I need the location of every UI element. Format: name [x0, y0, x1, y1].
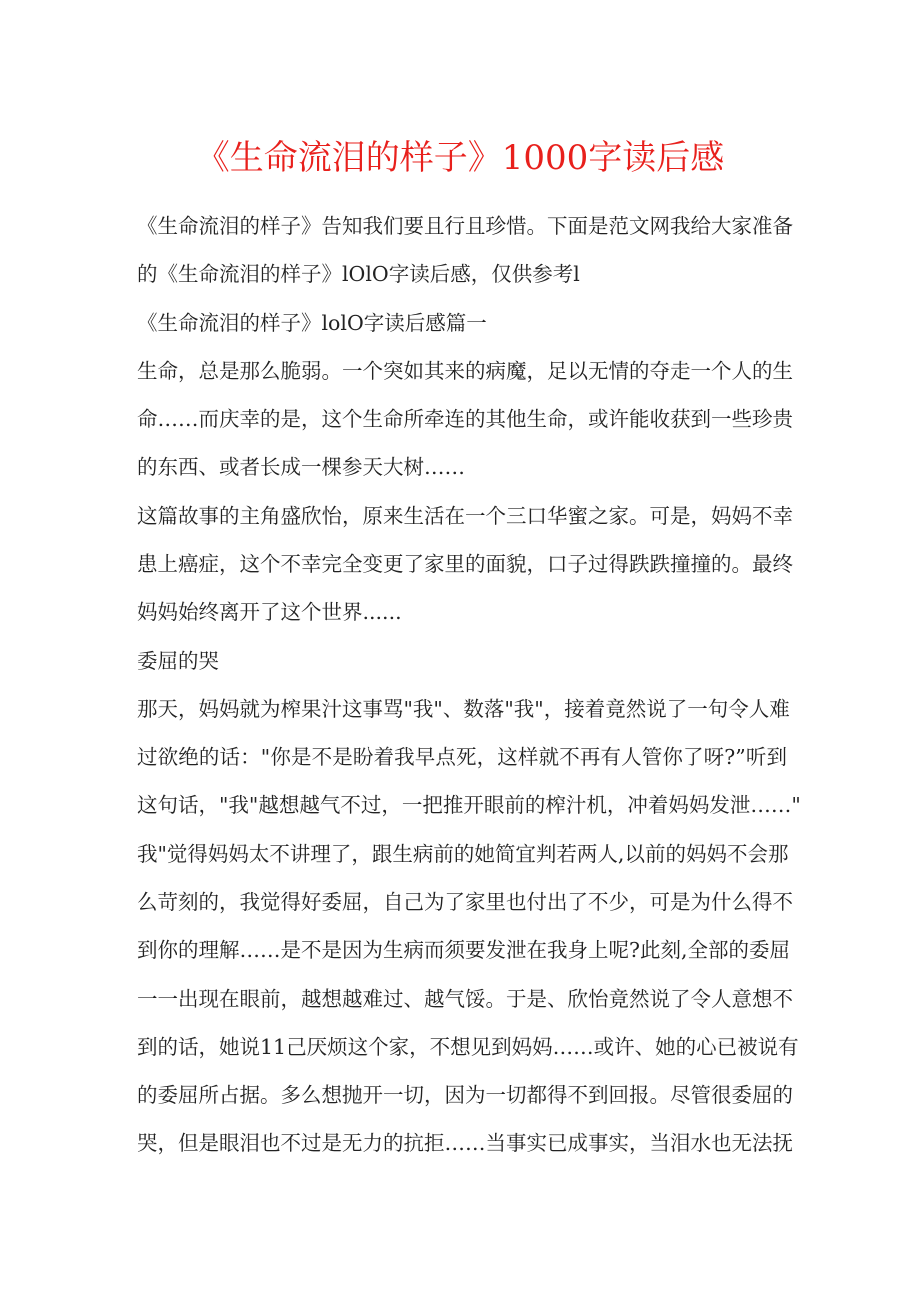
text-line-6: 的东西、或者长成一棵参天大树……: [137, 455, 465, 479]
text-line-17: 一一出现在眼前，越想越难过、越气馁。于是、欣怡竟然说了令人意想不: [137, 987, 793, 1011]
text-line-2: 的《生命流泪的样子》lOlO字读后感，仅供参考l: [137, 262, 580, 286]
section-heading: 《生命流泪的样子》lolO字读后感篇一: [137, 311, 487, 335]
text-line-18: 到的话，她说11己厌烦这个家，不想见到妈妈……或许、她的心已被说有: [137, 1035, 799, 1059]
text-line-9: 妈妈始终离开了这个世界......: [137, 600, 402, 624]
text-line-15: 么苛刻的，我觉得好委屈，自己为了家里也付出了不少，可是为什么得不: [137, 890, 793, 914]
document-title: 《生命流泪的样子》1000字读后感: [195, 138, 725, 178]
text-line-16: 到你的理解……是不是因为生病而须要发泄在我身上呢?此刻,全部的委屈: [137, 938, 791, 962]
text-line-12: 过欲绝的话："你是不是盼着我早点死，这样就不再有人管你了呀?”听到: [137, 745, 787, 769]
text-line-11: 那天，妈妈就为榨果汁这事骂"我"、数落"我"，接着竟然说了一句令人难: [137, 697, 790, 721]
text-line-1: 《生命流泪的样子》告知我们要且行且珍惜。下面是范文网我给大家准备: [137, 214, 793, 238]
subheading: 委屈的哭: [137, 649, 219, 673]
text-line-13: 这句话，"我"越想越气不过，一把推开眼前的榨汁机，冲着妈妈发泄……": [137, 793, 801, 817]
text-line-5: 命……而庆幸的是，这个生命所牵连的其他生命，或许能收获到一些珍贵: [137, 407, 793, 431]
text-line-14: 我"觉得妈妈太不讲理了，跟生病前的她简宜判若两人,以前的妈妈不会那: [137, 842, 789, 866]
text-line-19: 的委屈所占据。多么想抛开一切，因为一切都得不到回报。尽管很委屈的: [137, 1083, 793, 1107]
text-line-20: 哭，但是眼泪也不过是无力的抗拒……当事实已成事实，当泪水也无法抚: [137, 1131, 793, 1155]
text-line-4: 生命，总是那么脆弱。一个突如其来的病魔，足以无情的夺走一个人的生: [137, 359, 793, 383]
text-line-8: 患上癌症，这个不幸完全变更了家里的面貌，口子过得跌跌撞撞的。最终: [137, 552, 793, 576]
text-line-7: 这篇故事的主角盛欣怡，原来生活在一个三口华蜜之家。可是，妈妈不幸: [137, 504, 793, 528]
